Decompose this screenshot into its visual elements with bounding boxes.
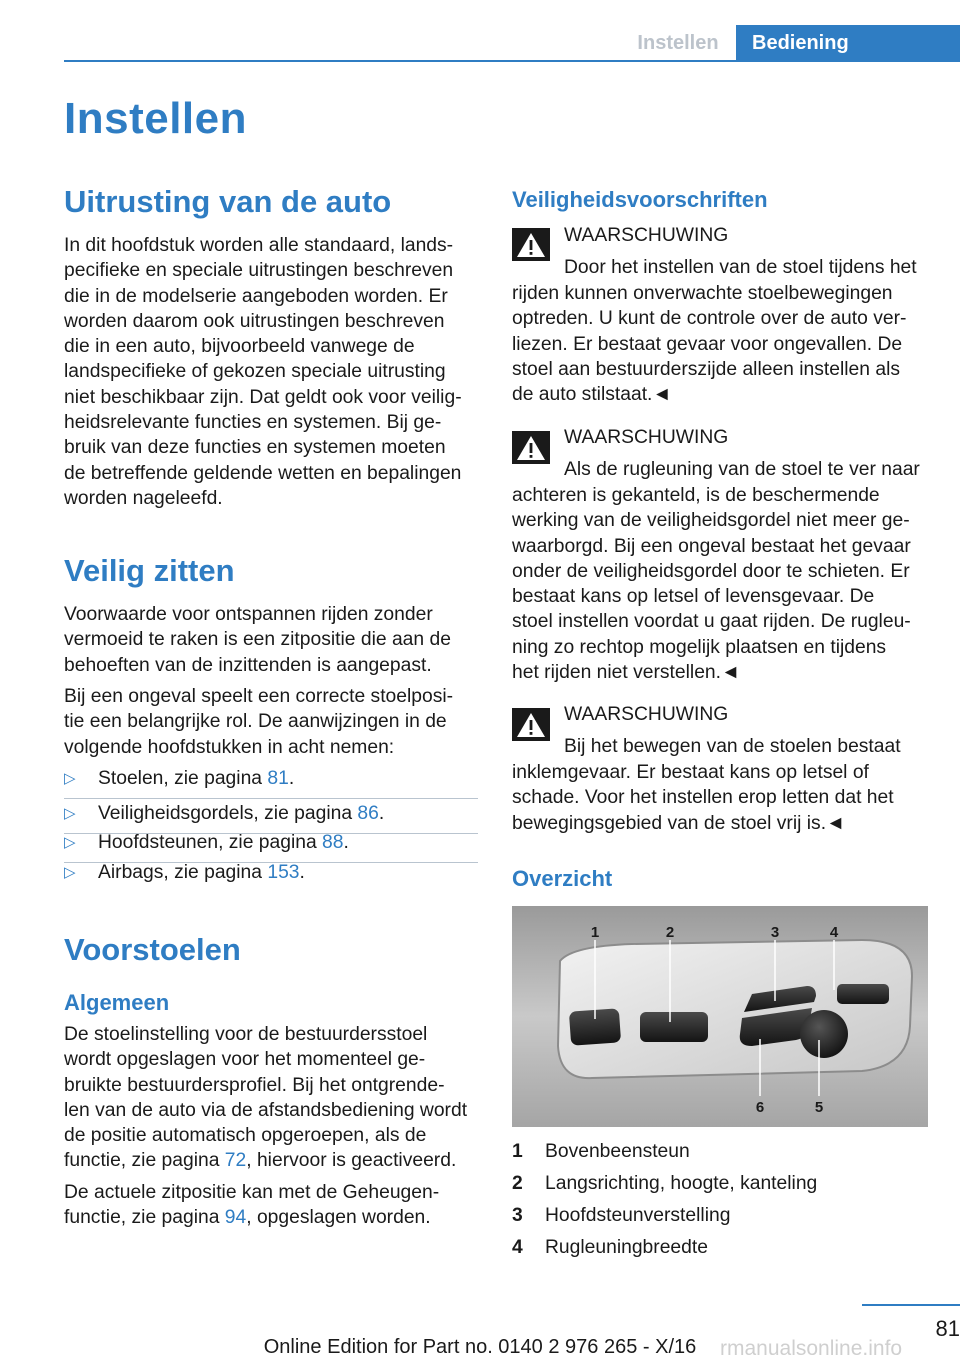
list-item — [64, 801, 478, 827]
text-line: onder de veiligheidsgordel door te schieten. Er — [512, 560, 910, 582]
text-line: landspecifieke of gekozen speciale uitrusting — [64, 361, 446, 383]
text-line: wordt opgeslagen voor het momenteel ge‐ — [64, 1049, 426, 1071]
text-line: volgende hoofdstukken in acht nemen: — [64, 736, 395, 758]
text-line: schade. Voor het instellen erop letten dat het — [512, 787, 894, 809]
heading-voorstoelen: Voorstoelen — [64, 932, 241, 967]
heading-overzicht: Overzicht — [512, 866, 613, 891]
text-line: stoel aan bestuurderszijde alleen instellen als — [512, 358, 901, 380]
page-number: 81 — [935, 1316, 960, 1341]
warning-title: WAARSCHUWING — [564, 427, 729, 448]
legend-text: Bovenbeensteun — [545, 1141, 690, 1162]
header-rule — [64, 60, 960, 62]
watermark: rmanualsonline.info — [720, 1337, 903, 1360]
paragraph-uitrusting — [64, 233, 462, 511]
legend-number: 1 — [512, 1141, 523, 1162]
legend-number: 2 — [512, 1173, 523, 1194]
legend-text: Langsrichting, hoogte, kanteling — [545, 1173, 818, 1194]
text-line: stoel instellen voordat u gaat rijden. De rugleu‐ — [512, 611, 911, 633]
list-item — [64, 830, 478, 856]
text-segment: functie, zie pagina — [64, 1150, 225, 1172]
text-line: die in een auto, bijvoorbeeld vanwege de — [64, 336, 415, 358]
text-line: behoeften van de inzittenden is aangepast. — [64, 654, 432, 676]
list-item — [64, 860, 478, 886]
text-line: liezen. Er bestaat gevaar voor ongevallen. De — [512, 333, 903, 355]
warning-icon — [512, 228, 550, 261]
warning-text — [512, 760, 894, 836]
text-line: len van de auto via de afstandsbediening wordt — [64, 1099, 468, 1121]
heading-veilig-zitten: Veilig zitten — [64, 553, 235, 588]
header-section-label: Instellen — [637, 32, 719, 54]
photo-label: 5 — [814, 1099, 824, 1116]
text-line: Bij een ongeval speelt een correcte stoelposi‐ — [64, 686, 454, 707]
text-line: worden daarom ook uitrustingen beschreven — [64, 310, 445, 332]
paragraph-veilig-1 — [64, 602, 451, 678]
warning-title: WAARSCHUWING — [564, 225, 729, 246]
punctuation: . — [288, 768, 295, 789]
page-title: Instellen — [64, 94, 247, 143]
paragraph-veilig-2 — [64, 684, 453, 760]
text-line — [64, 1205, 439, 1230]
text-line: werking van de veiligheidsgordel niet meer ge‐ — [512, 510, 910, 532]
legend-number: 4 — [512, 1237, 523, 1258]
seat-controls-photo — [512, 906, 928, 1127]
text-line: De stoelinstelling voor de bestuurdersstoel — [64, 1024, 428, 1045]
text-line: optreden. U kunt de controle over de auto ver‐ — [512, 308, 907, 330]
photo-label: 4 — [829, 924, 839, 941]
page-link[interactable]: 94 — [224, 1207, 247, 1229]
text-line: de positie automatisch opgeroepen, als de — [64, 1125, 427, 1147]
footer-rule — [862, 1304, 960, 1306]
warning-text — [512, 483, 911, 685]
triangle-bullet-icon: ▷ — [64, 770, 76, 787]
list-item — [64, 766, 478, 792]
warning-text-first-line: Bij het bewegen van de stoelen bestaat — [564, 736, 901, 757]
text-line: achteren is gekanteld, is de beschermende — [512, 485, 880, 506]
text-line: het rijden niet verstellen.◄ — [512, 662, 741, 684]
page-link[interactable]: 153 — [267, 862, 300, 883]
list-item-text: Stoelen, zie pagina — [98, 768, 268, 789]
text-line: bruikte bestuurdersprofiel. Bij het ontgrende‐ — [64, 1074, 445, 1096]
list-item-text: Veiligheidsgordels, zie pagina — [98, 803, 358, 824]
text-line: bewegingsgebied van de stoel vrij is.◄ — [512, 812, 846, 834]
heading-veiligheidsvoorschriften: Veiligheidsvoorschriften — [512, 187, 768, 212]
text-line: In dit hoofdstuk worden alle standaard, lands‐ — [64, 235, 454, 256]
text-line: tie een belangrijke rol. De aanwijzingen in de — [64, 711, 447, 733]
heading-uitrusting: Uitrusting van de auto — [64, 184, 392, 219]
text-segment: , opgeslagen worden. — [246, 1207, 431, 1229]
page-link[interactable]: 86 — [357, 803, 379, 824]
punctuation: . — [299, 862, 305, 883]
text-segment: , hiervoor is geactiveerd. — [246, 1150, 457, 1172]
warning-icon — [512, 431, 550, 464]
text-line: de auto stilstaat.◄ — [512, 384, 672, 406]
page-link[interactable]: 72 — [224, 1150, 247, 1172]
warning-icon — [512, 708, 550, 741]
text-line: ning zo rechtop mogelijk plaatsen en tijdens — [512, 636, 887, 658]
header-chapter-tab: Bediening — [736, 25, 960, 62]
triangle-bullet-icon: ▷ — [64, 805, 76, 822]
legend-number: 3 — [512, 1205, 523, 1226]
photo-label: 3 — [770, 924, 780, 941]
text-line: heidsrelevante functies en systemen. Bij ge‐ — [64, 412, 442, 434]
legend-text: Hoofdsteunverstelling — [545, 1205, 731, 1226]
legend-text: Rugleuningbreedte — [545, 1237, 708, 1258]
warning-text — [512, 281, 906, 407]
text-line: vermoeid te raken is een zitpositie die aan de — [64, 629, 451, 651]
text-line: bruik van deze functies en systemen moeten — [64, 437, 446, 459]
text-line: worden nageleefd. — [64, 487, 223, 509]
triangle-bullet-icon: ▷ — [64, 864, 76, 881]
punctuation: . — [343, 832, 349, 853]
triangle-bullet-icon: ▷ — [64, 834, 76, 851]
text-line: die in de modelserie aangeboden worden. Er — [64, 285, 448, 307]
divider — [64, 798, 478, 799]
text-line: rijden kunnen onverwachte stoelbewegingen — [512, 283, 893, 304]
warning-text-first-line: Als de rugleuning van de stoel te ver naar — [564, 459, 920, 480]
photo-label: 1 — [590, 924, 600, 941]
text-line: waarborgd. Bij een ongeval bestaat het gevaar — [512, 535, 911, 557]
photo-label: 2 — [665, 924, 675, 941]
heading-algemeen: Algemeen — [64, 990, 170, 1015]
text-line — [64, 1148, 467, 1173]
list-item-text: Hoofdsteunen, zie pagina — [98, 832, 323, 853]
text-line: niet beschikbaar zijn. Dat geldt ook voor veilig‐ — [64, 386, 462, 408]
page-link[interactable]: 88 — [322, 832, 344, 853]
list-item-text: Airbags, zie pagina — [98, 862, 268, 883]
text-line: pecifieke en speciale uitrustingen beschreven — [64, 260, 454, 282]
photo-label: 6 — [755, 1099, 765, 1116]
paragraph-algemeen-1 — [64, 1022, 467, 1174]
paragraph-algemeen-2 — [64, 1180, 439, 1231]
text-line: de betreffende geldende wetten en bepalingen — [64, 462, 462, 484]
text-line: Voorwaarde voor ontspannen rijden zonder — [64, 604, 433, 625]
text-line: inklemgevaar. Er bestaat kans op letsel of — [512, 762, 869, 783]
text-line: De actuele zitpositie kan met de Geheugen‐ — [64, 1182, 440, 1203]
text-segment: functie, zie pagina — [64, 1207, 225, 1229]
warning-text-first-line: Door het instellen van de stoel tijdens het — [564, 257, 917, 278]
punctuation: . — [378, 803, 385, 824]
edition-note: Online Edition for Part no. 0140 2 976 265 - X/16 — [263, 1336, 697, 1358]
text-line: bestaat kans op letsel of levensgevaar. De — [512, 586, 875, 608]
warning-title: WAARSCHUWING — [564, 704, 729, 725]
page-link[interactable]: 81 — [267, 768, 289, 789]
